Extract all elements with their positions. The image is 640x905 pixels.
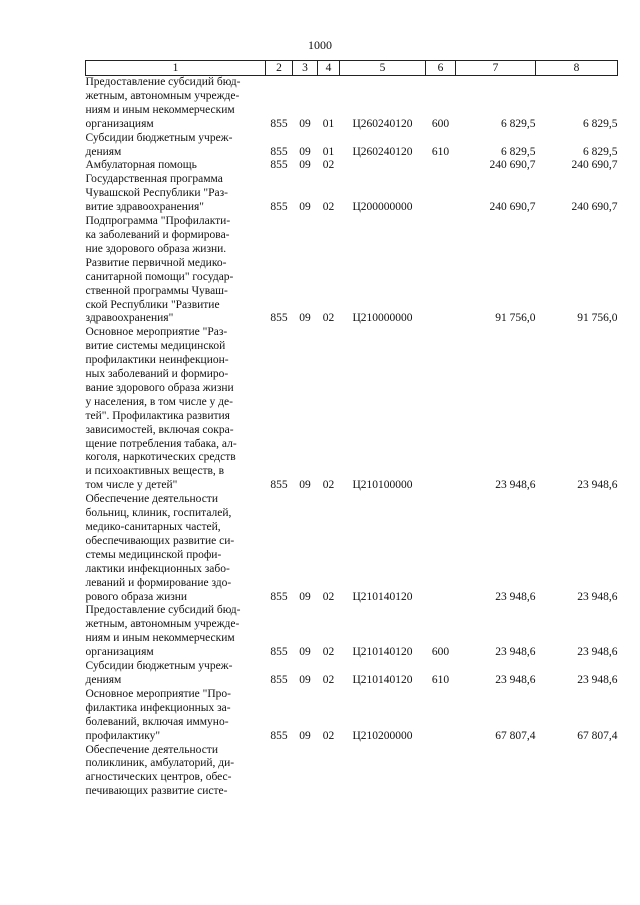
table-row	[86, 132, 618, 160]
description-line: Обеспечение деятельности	[85, 743, 218, 756]
description-line: поликлиник, амбулаторий, ди-	[85, 757, 235, 770]
description-line: обеспечивающих развитие си-	[85, 534, 235, 547]
description-line: печивающих развитие систе-	[85, 785, 228, 798]
target-article-code: Ц210000000	[352, 312, 413, 325]
ministry-code: 855	[270, 646, 288, 659]
section-code	[293, 744, 318, 800]
description-line: болеваний, включая иммуно-	[85, 715, 229, 728]
description-line: витие здравоохранения"	[85, 201, 205, 214]
row-description	[86, 744, 266, 800]
amount-col-8: 240 690,7	[571, 201, 618, 214]
description-line: агностических центров, обес-	[85, 771, 232, 784]
target-article-code	[340, 159, 426, 173]
table-row	[86, 744, 618, 800]
ministry-code: 855	[270, 590, 288, 603]
description-line: Основное мероприятие "Про-	[85, 687, 231, 700]
table-row	[86, 688, 618, 744]
row-description	[86, 660, 266, 688]
amount-col-8: 6 829,5	[583, 145, 618, 158]
row-description	[86, 493, 266, 604]
amount-col-8: 67 807,4	[577, 729, 618, 742]
description-line: дениям	[85, 673, 122, 686]
expense-type-code: 610	[431, 145, 450, 158]
amount-col-8: 6 829,5	[583, 117, 618, 130]
description-line: профилактики неинфекцион-	[85, 354, 229, 367]
amount-col-7	[456, 744, 536, 800]
section-code: 09	[299, 117, 311, 130]
description-line: лактики инфекционных забо-	[85, 562, 230, 575]
target-article-code: Ц260240120	[352, 117, 413, 130]
subsection-code: 01	[322, 145, 335, 158]
row-description	[86, 604, 266, 660]
row-description	[86, 76, 266, 132]
table-row	[86, 159, 618, 173]
description-line: ние здорового образа жизни.	[85, 242, 227, 255]
section-code: 09	[299, 479, 311, 492]
column-header: 2	[266, 61, 293, 76]
amount-col-7: 91 756,0	[495, 312, 536, 325]
amount-col-8: 23 948,6	[577, 673, 618, 686]
subsection-code: 02	[322, 673, 335, 686]
description-line: Основное мероприятие "Раз-	[85, 326, 228, 339]
amount-col-7: 23 948,6	[495, 590, 536, 603]
amount-col-8	[536, 744, 618, 800]
description-line: больниц, клиник, госпиталей,	[85, 507, 232, 520]
target-article-code: Ц210140120	[352, 673, 413, 686]
section-code: 09	[299, 646, 311, 659]
description-line: здравоохранения"	[85, 312, 174, 325]
description-line: ниям и иным некоммерческим	[85, 103, 235, 116]
description-line: Субсидии бюджетным учреж-	[85, 131, 233, 144]
description-line: рового образа жизни	[85, 590, 188, 603]
ministry-code: 855	[270, 201, 288, 214]
row-description	[86, 159, 266, 173]
row-description	[86, 173, 266, 215]
description-line: жетным, автономным учрежде-	[85, 618, 240, 631]
amount-col-8: 240 690,7	[571, 159, 618, 172]
table-row	[86, 326, 618, 493]
budget-table	[85, 60, 618, 799]
description-line: ственной программы Чуваш-	[85, 284, 228, 297]
description-line: Предоставление субсидий бюд-	[85, 604, 241, 617]
section-code: 09	[299, 590, 311, 603]
subsection-code: 02	[322, 729, 335, 742]
table-row	[86, 604, 618, 660]
column-header: 5	[340, 61, 426, 76]
description-line: санитарной помощи" государ-	[85, 270, 234, 283]
table-row	[86, 493, 618, 604]
amount-col-7: 6 829,5	[501, 117, 536, 130]
expense-type-code	[426, 173, 456, 215]
description-line: том числе у детей"	[85, 479, 178, 492]
description-line: стемы медицинской профи-	[85, 548, 222, 561]
expense-type-code: 600	[431, 646, 450, 659]
description-line: ка заболеваний и формирова-	[85, 228, 230, 241]
amount-col-7: 6 829,5	[501, 145, 536, 158]
expense-type-code	[426, 493, 456, 604]
description-line: организациям	[85, 117, 154, 130]
table-row	[86, 173, 618, 215]
description-line: тей". Профилактика развития	[85, 409, 230, 422]
amount-col-7: 23 948,6	[495, 479, 536, 492]
description-line: Подпрограмма "Профилакти-	[85, 215, 231, 228]
column-header: 6	[426, 61, 456, 76]
description-line: зависимостей, включая сокра-	[85, 423, 234, 436]
section-code: 09	[299, 145, 311, 158]
section-code: 09	[299, 312, 311, 325]
description-line: Государственная программа	[85, 173, 223, 186]
subsection-code: 02	[322, 201, 335, 214]
budget-table-body	[86, 76, 618, 800]
target-article-code: Ц200000000	[352, 201, 413, 214]
amount-col-7: 67 807,4	[495, 729, 536, 742]
amount-col-7: 240 690,7	[489, 201, 536, 214]
row-description	[86, 215, 266, 326]
table-row	[86, 76, 618, 132]
description-line: щение потребления табака, ал-	[85, 437, 237, 450]
description-line: филактика инфекционных за-	[85, 701, 231, 714]
description-line: ской Республики "Развитие	[85, 298, 220, 311]
amount-col-8: 23 948,6	[577, 646, 618, 659]
target-article-code: Ц210200000	[352, 729, 413, 742]
subsection-code: 02	[322, 159, 335, 172]
description-line: Чувашской Республики "Раз-	[85, 187, 228, 200]
ministry-code: 855	[270, 159, 288, 172]
subsection-code: 02	[322, 590, 335, 603]
ministry-code: 855	[270, 312, 288, 325]
amount-col-7: 240 690,7	[489, 159, 536, 172]
expense-type-code: 600	[431, 117, 450, 130]
amount-col-8: 23 948,6	[577, 590, 618, 603]
amount-col-8: 91 756,0	[577, 312, 618, 325]
description-line: профилактику"	[85, 729, 161, 742]
ministry-code	[266, 744, 293, 800]
description-line: ниям и иным некоммерческим	[85, 632, 235, 645]
section-code: 09	[299, 201, 311, 214]
target-article-code: Ц260240120	[352, 145, 413, 158]
section-code: 09	[299, 729, 311, 742]
amount-col-7: 23 948,6	[495, 673, 536, 686]
description-line: Амбулаторная помощь	[85, 159, 197, 172]
expense-type-code	[426, 688, 456, 744]
subsection-code: 01	[322, 117, 335, 130]
target-article-code: Ц210100000	[352, 479, 413, 492]
description-line: Субсидии бюджетным учреж-	[85, 660, 233, 673]
row-description	[86, 688, 266, 744]
expense-type-code	[426, 744, 456, 800]
row-description	[86, 132, 266, 160]
description-line: Предоставление субсидий бюд-	[85, 76, 241, 88]
description-line: и психоактивных веществ, в	[85, 465, 225, 478]
table-row	[86, 660, 618, 688]
expense-type-code	[426, 159, 456, 173]
description-line: Развитие первичной медико-	[85, 256, 227, 269]
page-number: 1000	[308, 38, 332, 52]
description-line: Обеспечение деятельности	[85, 493, 218, 506]
column-number-header-row	[86, 61, 618, 76]
description-line: дениям	[85, 145, 122, 158]
subsection-code: 02	[322, 646, 335, 659]
ministry-code: 855	[270, 729, 288, 742]
description-line: коголя, наркотических средств	[85, 451, 236, 464]
subsection-code	[318, 744, 340, 800]
ministry-code: 855	[270, 673, 288, 686]
description-line: вание здорового образа жизни	[85, 381, 234, 394]
target-article-code: Ц210140120	[352, 646, 413, 659]
expense-type-code	[426, 215, 456, 326]
ministry-code: 855	[270, 117, 288, 130]
expense-type-code: 610	[431, 673, 450, 686]
description-line: витие системы медицинской	[85, 340, 226, 353]
description-line: жетным, автономным учрежде-	[85, 89, 240, 102]
description-line: медико-санитарных частей,	[85, 521, 221, 533]
target-article-code	[340, 744, 426, 800]
amount-col-8: 23 948,6	[577, 479, 618, 492]
ministry-code: 855	[270, 479, 288, 492]
column-header: 1	[86, 61, 266, 76]
column-header: 8	[536, 61, 618, 76]
target-article-code: Ц210140120	[352, 590, 413, 603]
section-code: 09	[299, 673, 311, 686]
ministry-code: 855	[270, 145, 288, 158]
row-description	[86, 326, 266, 493]
column-header: 7	[456, 61, 536, 76]
description-line: ных заболеваний и формиро-	[85, 368, 229, 381]
section-code: 09	[299, 159, 311, 172]
column-header: 4	[318, 61, 340, 76]
subsection-code: 02	[322, 312, 335, 325]
description-line: у населения, в том числе у де-	[85, 395, 233, 408]
subsection-code: 02	[322, 479, 335, 492]
description-line: леваний и формирование здо-	[85, 576, 232, 589]
expense-type-code	[426, 326, 456, 493]
column-header: 3	[293, 61, 318, 76]
amount-col-7: 23 948,6	[495, 646, 536, 659]
description-line: организациям	[85, 646, 154, 659]
table-row	[86, 215, 618, 326]
